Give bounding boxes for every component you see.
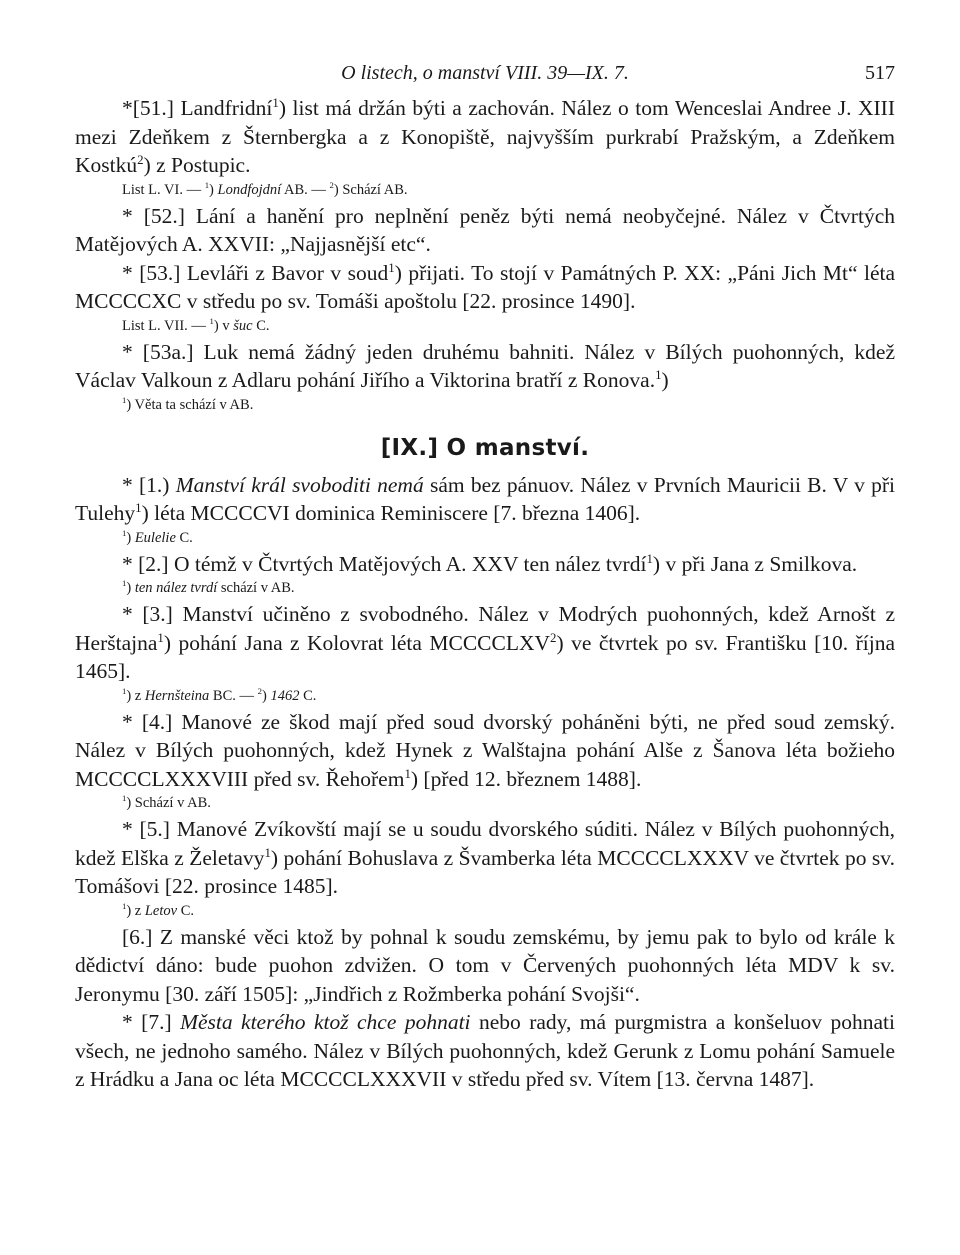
footnote-ix-2: $^1$) ten nález tvrdí schází v AB. [122,578,295,596]
section-title: [IX.] O manství. [380,434,590,461]
footnote-marker: 1 [264,845,271,860]
footnote-marker: 1 [646,551,653,566]
entry-ix-2: * [2.] O témž v Čtvrtých Matějových A. XXV ten nález tvrdí$^1$) v při Jana z Smilkova. [122,551,858,576]
footnote-marker: 1 [272,95,279,110]
entry-viii-52: * [52.] Lání a hanění pro neplnění peněz býti nemá neobyčejné. Nález v Čtvrtých Matějových A. XXVII: „Najjasnější etc“. [75,203,895,256]
footnote-viii-51: List L. VI. — $^1$) Londfojdní AB. — $^2$) Schází AB. [122,179,408,198]
footnote-marker: 1 [655,367,662,382]
footnote-viii-53a: $^1$) Věta ta schází v AB. [122,394,254,413]
running-header [75,62,895,94]
entry-viii-53a: * [53a.] Luk nemá žádný jeden druhému bahniti. Nález v Bílých puohonných, kdež Václav Valkoun z Adlaru pohání Jiřího a Viktorina bratří z Ronova.$^1$) [75,339,895,392]
entry-viii-51: *[51.] Landfridní$^1$) list má držán býti a zachován. Nález o tom Wenceslai Andree J. XIII mezi Zdeňkem z Šternbergka a z Konopiště, najvyšším purkrabí Pražským, a Zdeňkem Kostkú$^2$) z Postupic. [75,95,896,177]
entry-ix-5: * [5.] Manové Zvíkovští mají se u soudu dvorského súditi. Nález v Bílých puohonných, kdež Elška z Želetavy$^1$) pohání Bohuslava z Švamberka léta MCCCCLXXXV ve čtvrtek po sv. Tomášovi [22. prosince 1485]. [75,817,895,898]
footnote-ix-5: $^1$) z Letov C. [122,900,194,919]
entry-viii-53: * [53.] Levláři z Bavor v soud$^1$) přijati. To stojí v Památných P. XX: „Páni Jich Mt“ léta MCCCCXC v středu po sv. Tomáši apoštolu [22. prosince 1490]. [75,260,896,313]
running-title: O listech, o manství VIII. 39—IX. 7. [341,62,629,84]
footnote-ix-3: $^1$) z Hernšteina BC. — $^2$) 1462 C. [122,685,317,704]
footnote-marker: 1 [135,500,142,515]
footnote-marker: 1 [157,630,164,645]
entry-ix-7: * [7.] Města kterého ktož chce pohnati nebo rady, má purgmistra a konšeluov pohnati všech, ne jednoho samého. Nález v Bílých puohonných, kdež Gerunk z Lomu pohání Samuele z Hrádku a Jana oc léta MCCCCLXXXVII v středu před sv. Vítem [13. června 1487]. [75,1010,895,1091]
entry-ix-3: * [3.] Manství učiněno z svobodného. Nález v Modrých puohonných, kdež Arnošt z Herštajna$^1$) pohání Jana z Kolovrat léta MCCCCLXV$^2$) ve čtvrtek po sv. Františku [10. října 1465]. [75,602,895,683]
footnote-marker: 2 [550,630,557,645]
footnote-ix-1: $^1$) Eulelie C. [122,527,193,546]
page-number: 517 [865,62,895,84]
footnote-marker: 1 [404,766,411,781]
footnote-viii-53: List L. VII. — $^1$) v šuc C. [122,315,270,334]
entry-ix-6: [6.] Z manské věci ktož by pohnal k soudu zemskému, by jemu pak to bylo od krále k dědictví dáno: bude puohon zdvižen. O tom v Červených puohonných léta MDV k sv. Jeronymu [30. září 1505]: „Jindřich z Rožmberka pohání Svojši“. [75,924,895,1006]
page [75,62,895,1094]
footnote-marker: 1 [388,260,395,275]
entry-ix-1: * [1.) Manství král svoboditi nemá sám bez pánuov. Nález v Prvních Mauricii B. V v při Tulehy$^1$) léta MCCCCVI dominica Reminiscere [7. března 1406]. [75,472,895,525]
footnote-ix-4: $^1$) Schází v AB. [122,793,211,811]
entry-ix-4: * [4.] Manové ze škod mají před soud dvorský poháněni býti, ne před soud zemský. Nález v Bílých puohonných, kdež Hynek z Walštajna pohání Alše z Šanova léta božieho MCCCCLXXXVIII před sv. Řehořem$^1$) [před 12. březnem 1488]. [75,709,895,791]
footnote-marker: 2 [137,152,144,167]
